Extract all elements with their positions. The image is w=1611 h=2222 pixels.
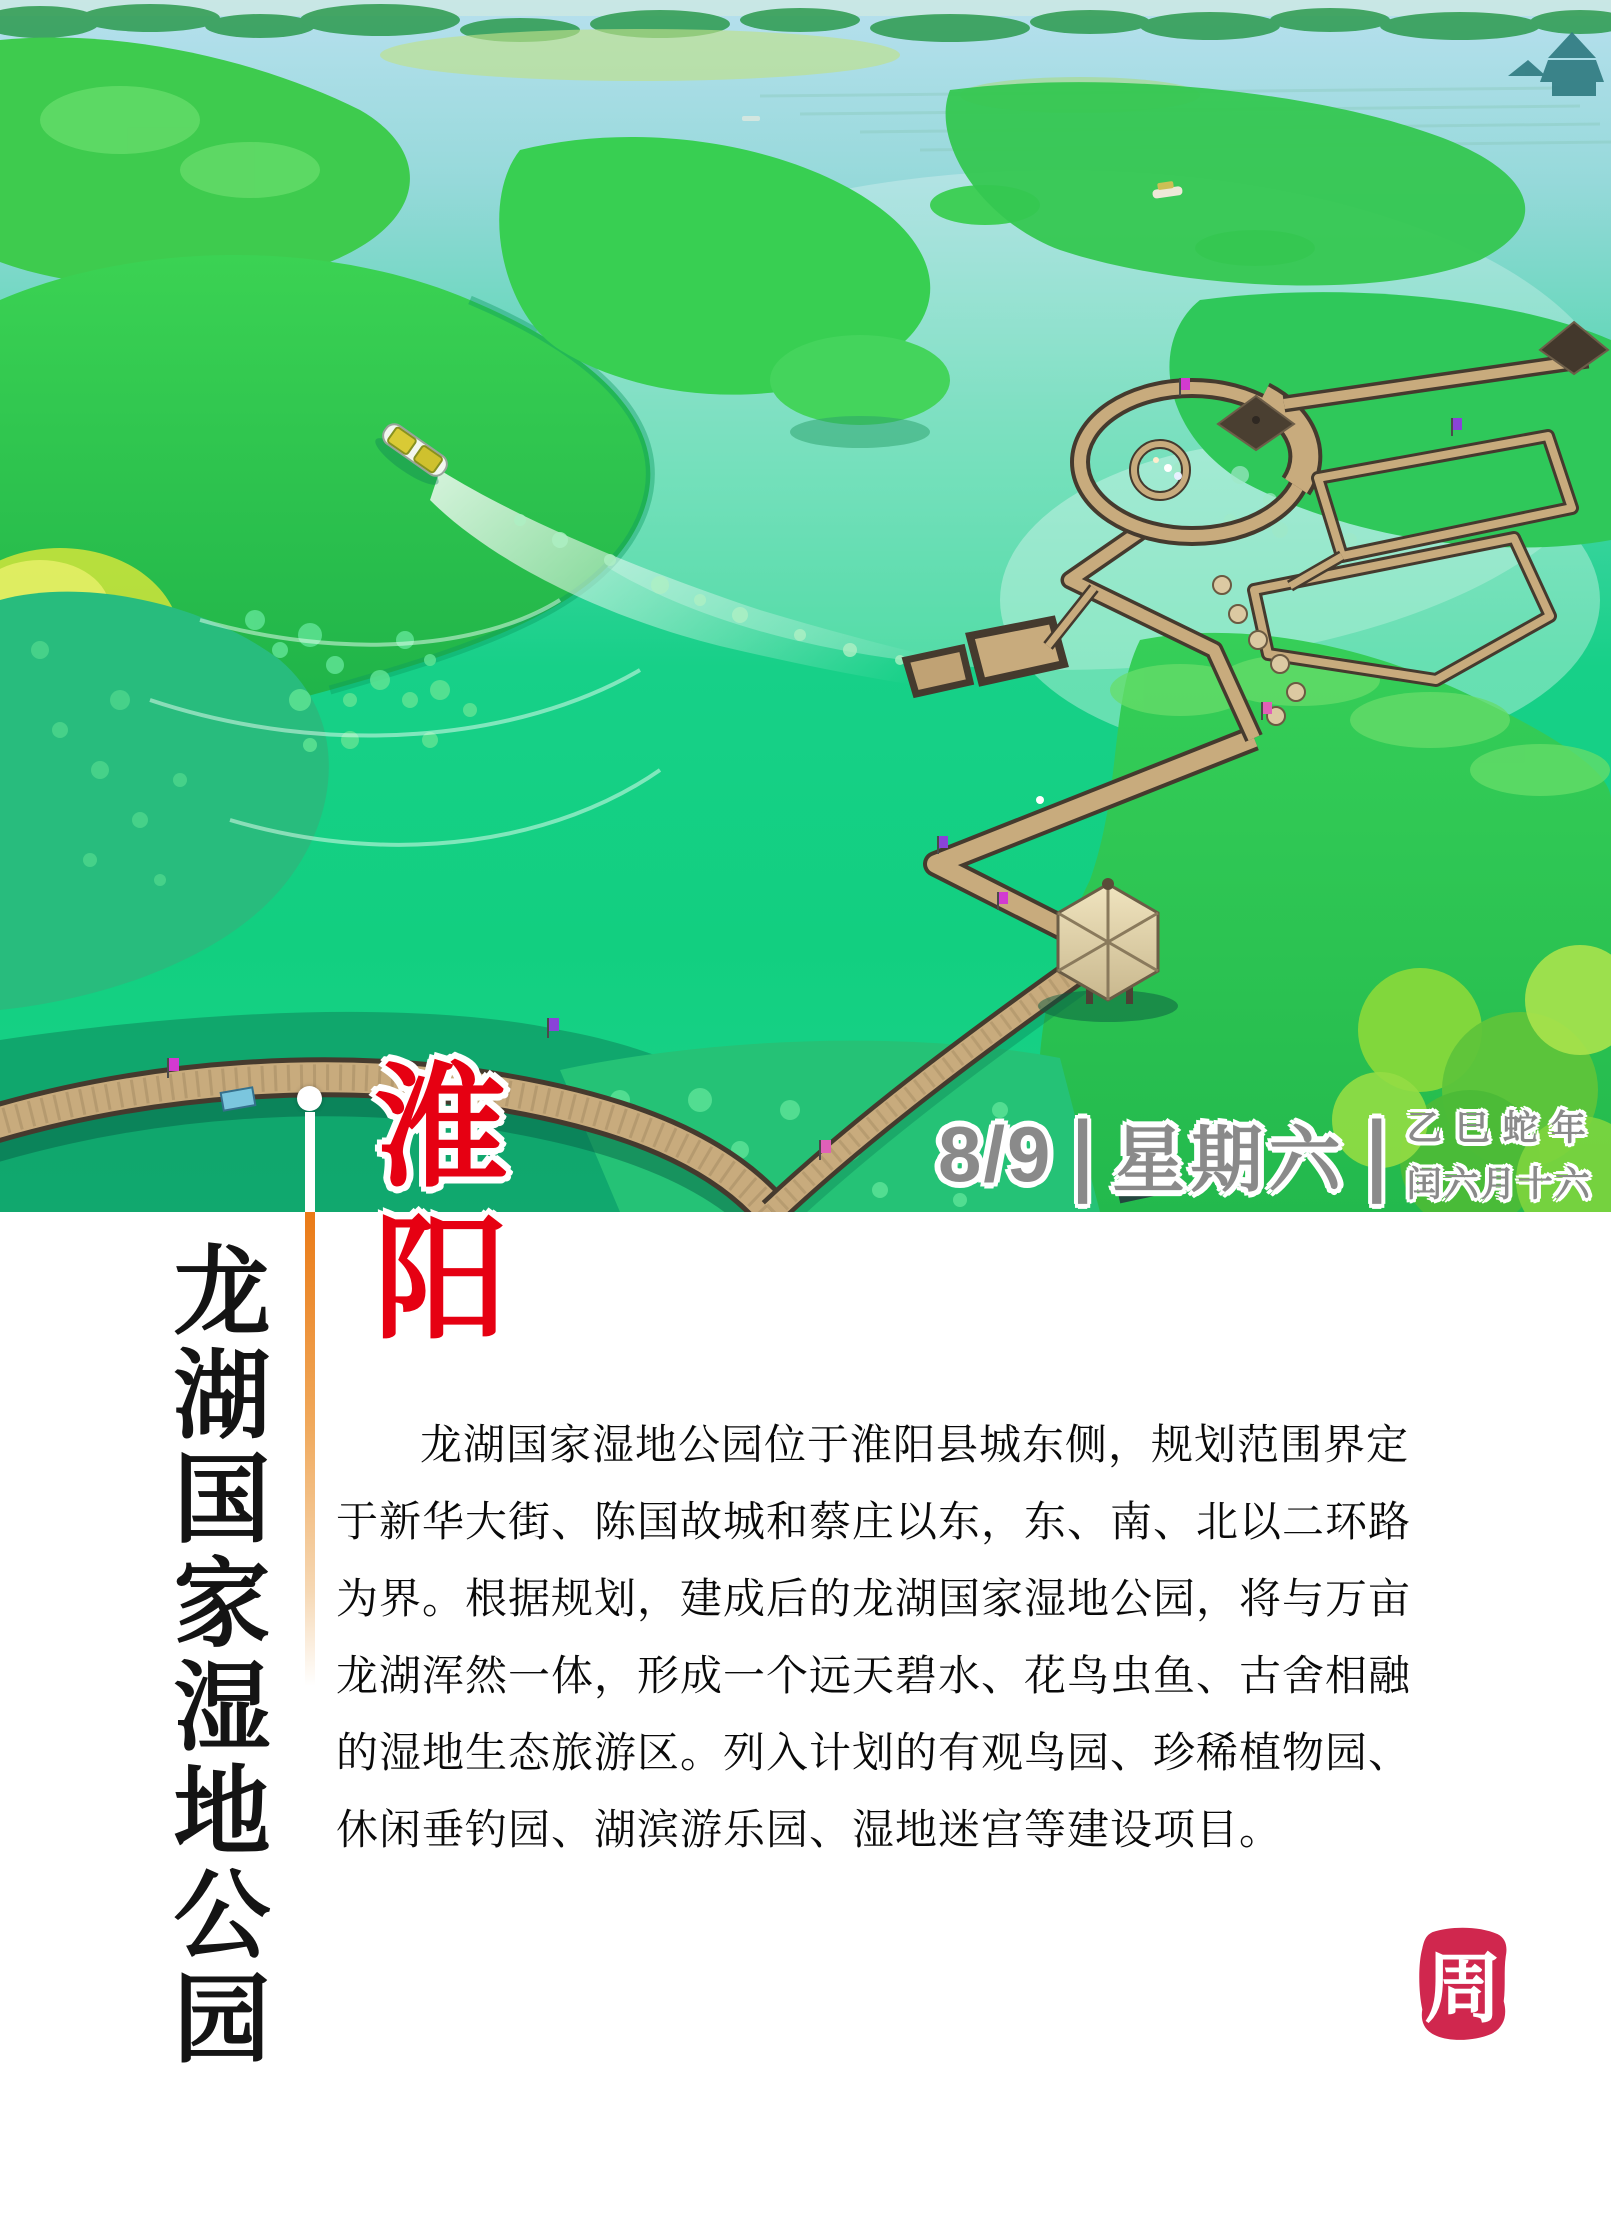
city-name-vertical: 淮阳 [355, 1056, 503, 1360]
divider-line-orange [305, 1212, 315, 1686]
park-title-vertical: 龙湖国家湿地公园 [159, 1240, 266, 2072]
zhou-seal-stamp [1412, 1926, 1514, 2044]
date-overlay [938, 1104, 1606, 1204]
divider-line-white [305, 1112, 315, 1212]
description-paragraph: 龙湖国家湿地公园位于淮阳县城东侧，规划范围界定 于新华大街、陈国故城和蔡庄以东，东、南、北以二环路 为界。根据规划，建成后的龙湖国家湿地公园，将与万亩 龙湖浑然一体，形成一个远天碧水、花鸟虫鱼、古舍相融 的湿地生态旅游区。列入计划的有观鸟园、珍稀植物园、 休闲垂钓园、湖滨游乐园、湿地迷宫等建设项目。 [336, 1421, 1412, 1853]
seal-character: 周 [1424, 1946, 1502, 2033]
lunar-day: 闰六月十六 [1406, 1165, 1592, 1204]
lunar-year: 乙巳蛇年 [1406, 1109, 1599, 1148]
divider-dot [297, 1086, 322, 1111]
date-number: 8/9 [938, 1109, 1053, 1198]
lunar-date-block [1406, 1101, 1599, 1207]
separator-bar: | [1072, 1104, 1093, 1204]
weekday-label: 星期六 [1112, 1121, 1347, 1201]
separator-bar: | [1366, 1104, 1387, 1204]
